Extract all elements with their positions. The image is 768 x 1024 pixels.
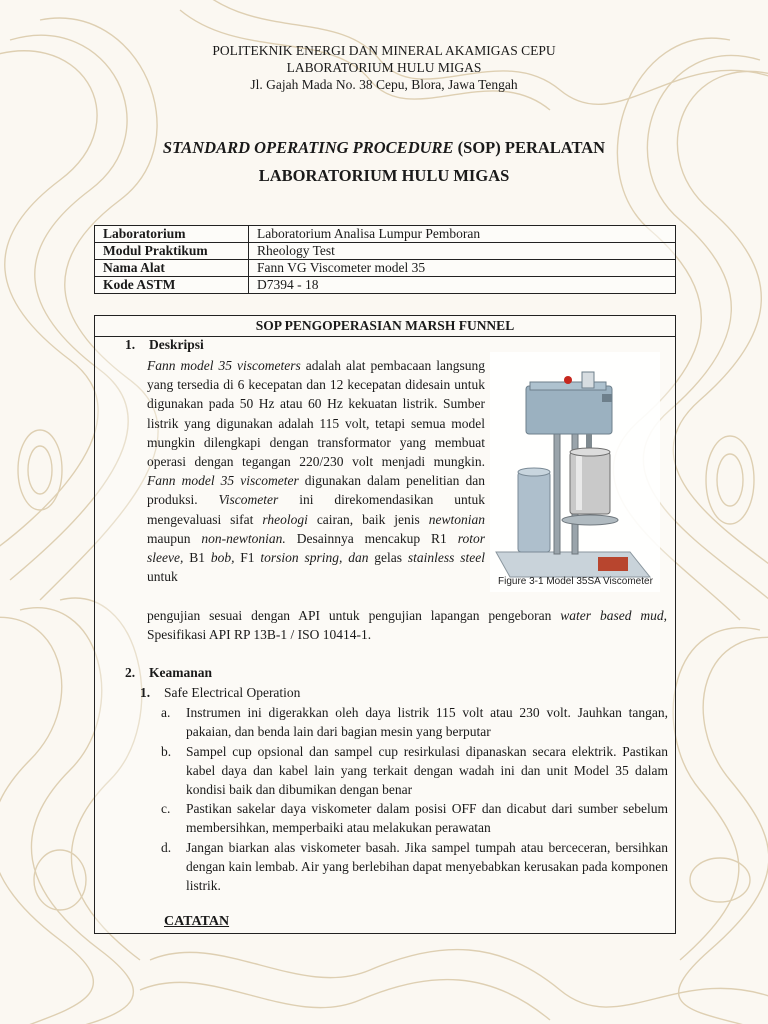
- section-heading: Keamanan: [149, 665, 213, 680]
- item-text: Jangan biarkan alas viskometer basah. Jika sampel tumpah atau berceceran, bersihkan dengan kain lembab. Air yang berlebihan dapat menyebabkan kerusakan pada komponen listrik.: [186, 840, 668, 894]
- desc-span: digunakan dalam penelitian dan produksi.: [147, 473, 485, 508]
- sop-box: [94, 315, 676, 934]
- desc-italic: rotor sleeve,: [147, 530, 485, 566]
- institution-name: POLITEKNIK ENERGI DAN MINERAL AKAMIGAS CEPU: [212, 43, 556, 58]
- lab-name: LABORATORIUM HULU MIGAS: [286, 60, 482, 75]
- list-item: [163, 838, 668, 896]
- doc-title-line2: LABORATORIUM HULU MIGAS: [258, 166, 510, 185]
- list-item: [163, 703, 668, 741]
- description-text-cont: [147, 606, 667, 644]
- desc-italic: water based mud: [560, 608, 664, 623]
- desc-italic: stainless steel: [407, 550, 485, 566]
- desc-span: untuk: [147, 569, 178, 585]
- info-key: Nama Alat: [95, 260, 249, 277]
- info-value: D7394 - 18: [249, 277, 676, 294]
- info-key: Kode ASTM: [95, 277, 249, 294]
- item-letter: c.: [161, 801, 171, 816]
- viscometer-image: [490, 352, 660, 592]
- section-number: 2.: [125, 665, 136, 680]
- title-rest: (SOP) PERALATAN: [453, 138, 606, 157]
- table-row: [95, 243, 676, 260]
- item-letter: d.: [161, 840, 172, 855]
- title-italic: STANDARD OPERATING PROCEDURE: [162, 138, 454, 157]
- subsection-label: Safe Electrical Operation: [164, 685, 301, 700]
- desc-italic: dan: [348, 550, 369, 566]
- subsection-safe-electrical: [140, 685, 300, 701]
- desc-span: B1: [183, 550, 211, 566]
- desc-span: maupun: [147, 530, 202, 546]
- desc-span: adalah alat pembacaan langsung yang tersedia di 6 kecepatan dan 12 kecepatan didesain untuk digunakan pada 50 Hz atau 60 Hz kekuatan listrik. Sumber listrik yang digunakan adalah 115 volt, tetapi semua model mungkin dilengkapi dengan transformator yang membuat operasi dengan tegangan 220/230 volt menjadi mungkin.: [147, 358, 485, 470]
- info-value: Laboratorium Analisa Lumpur Pemboran: [249, 226, 676, 243]
- table-row: [95, 277, 676, 294]
- desc-italic: Fann model 35 viscometers: [147, 358, 301, 373]
- list-item: [163, 799, 668, 837]
- item-text: Instrumen ini digerakkan oleh daya listrik 115 volt atau 230 volt. Jauhkan tangan, pakaian, dan benda lain dari bagian mesin yang berputar: [186, 705, 668, 740]
- desc-italic: rheologi: [262, 511, 308, 527]
- desc-italic: non-newtonian.: [201, 530, 286, 546]
- desc-span: cairan, baik jenis: [307, 511, 429, 527]
- sop-title: SOP PENGOPERASIAN MARSH FUNNEL: [95, 316, 675, 337]
- list-item: [163, 742, 668, 800]
- desc-italic: Fann model 35 viscometer: [147, 473, 299, 489]
- figure-caption: Figure 3-1 Model 35SA Viscometer: [498, 576, 653, 587]
- desc-italic: bob,: [210, 550, 235, 566]
- section-keamanan: [125, 665, 212, 681]
- desc-span: Desainnya mencakup R1: [285, 530, 458, 546]
- desc-span: F1: [234, 550, 261, 566]
- subsection-number: 1.: [140, 685, 151, 700]
- table-row: [95, 226, 676, 243]
- desc-italic: Viscometer: [218, 492, 279, 508]
- item-letter: b.: [161, 744, 172, 759]
- item-text: Pastikan sakelar daya viskometer dalam posisi OFF dan dicabut dari sumber sebelum membersihkan, memperbaiki atau melakukan perawatan: [186, 801, 668, 836]
- desc-span: , Spesifikasi API RP 13B-1 / ISO 10414-1.: [147, 608, 667, 643]
- doc-title-line1: [0, 138, 768, 158]
- desc-span: ini direkomendasikan untuk mengevaluasi sifat: [147, 492, 485, 527]
- info-key: Modul Praktikum: [95, 243, 249, 260]
- desc-span: gelas: [368, 550, 408, 566]
- info-value: Rheology Test: [249, 243, 676, 260]
- item-text: Sampel cup opsional dan sampel cup resirkulasi dipanaskan secara elektrik. Pastikan kabel daya dan kabel lain yang terkait dengan wadah ini dan unit Model 35 dalam kondisi baik dan dibumikan dengan benar: [186, 744, 668, 798]
- desc-span: pengujian sesuai dengan API untuk pengujian lapangan pengeboran: [147, 608, 561, 623]
- catatan-heading: CATATAN: [164, 914, 230, 929]
- description-text: [147, 356, 485, 586]
- table-row: [95, 260, 676, 277]
- item-letter: a.: [161, 705, 171, 720]
- info-table: [94, 225, 676, 294]
- section-heading: Deskripsi: [149, 337, 204, 352]
- section-deskripsi: [125, 337, 204, 353]
- info-value: Fann VG Viscometer model 35: [249, 260, 676, 277]
- section-number: 1.: [125, 337, 136, 352]
- desc-italic: newtonian: [428, 511, 485, 527]
- info-key: Laboratorium: [95, 226, 249, 243]
- address: Jl. Gajah Mada No. 38 Cepu, Blora, Jawa Tengah: [250, 77, 518, 92]
- desc-italic: torsion spring,: [260, 550, 343, 566]
